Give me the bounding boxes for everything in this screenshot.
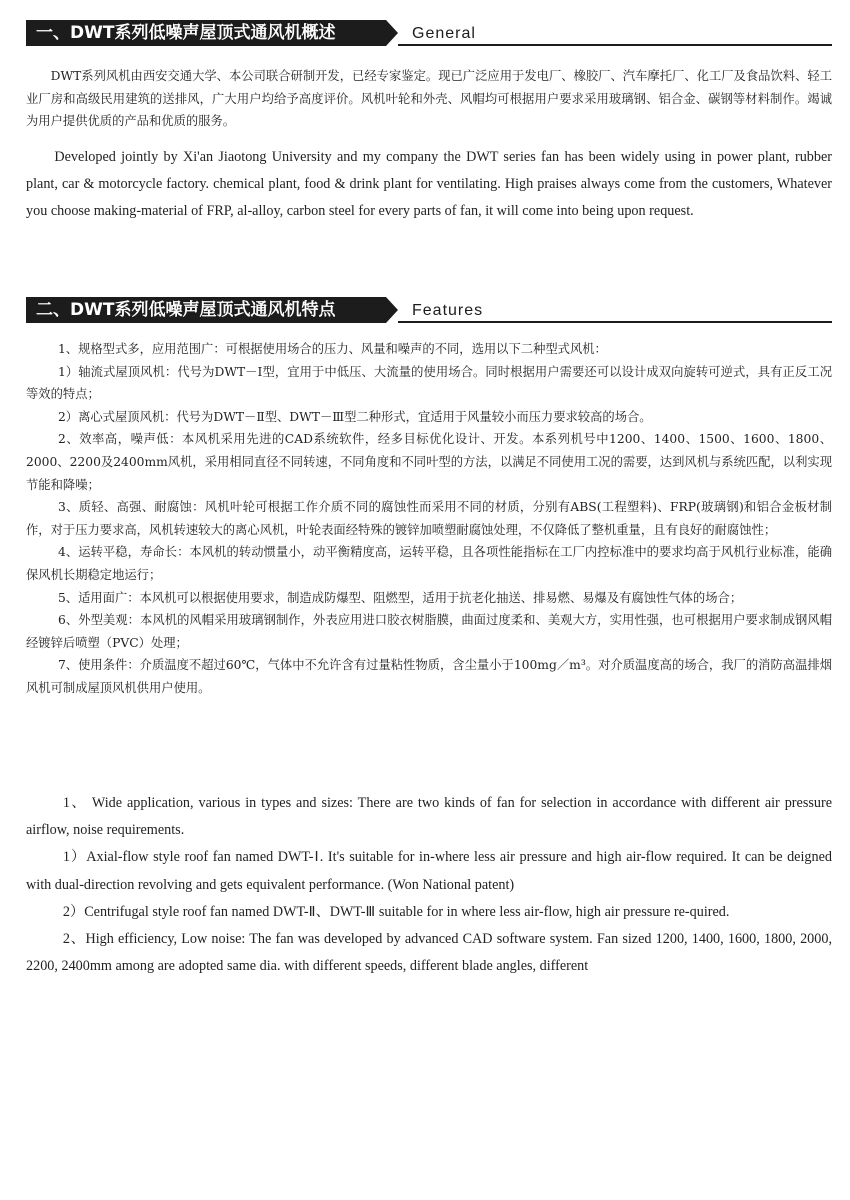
- general-paragraph-cn: DWT系列风机由西安交通大学、本公司联合研制开发，已经专家鉴定。现已广泛应用于发电厂、橡胶厂、汽车摩托厂、化工厂及食品饮料、轻工业厂房和高级民用建筑的送排风，广大用户均给予高度评价。风机叶轮和外壳、风帽均可根据用户要求采用玻璃钢、铝合金、碳钢等材料制作。竭诚为用户提供优质的产品和优质的服务。: [26, 69, 832, 129]
- feature-item-cn: 4、运转平稳，寿命长：本风机的转动惯量小，动平衡精度高，运转平稳，且各项性能指标在工厂内控标准中的要求均高于风机行业标准，能确保风机长期稳定地运行；: [26, 545, 832, 582]
- feature-item-cn: 2）离心式屋顶风机：代号为DWT－Ⅱ型、DWT－Ⅲ型二种形式，宜适用于风量较小而压力要求较高的场合。: [57, 409, 652, 424]
- feature-item-en: 2）Centrifugal style roof fan named DWT-Ⅱ、DWT-Ⅲ suitable for in where less air-flow, high air pressure re-quired.: [62, 903, 730, 920]
- feature-item-cn: 7、使用条件：介质温度不超过60℃，气体中不允许含有过量粘性物质，含尘量小于100mg／m³。对介质温度高的场合，我厂的消防高温排烟风机可制成屋顶风机供用户使用。: [26, 658, 832, 695]
- feature-item-en: 2、High efficiency, Low noise: The fan was developed by advanced CAD software system. Fan sized 1200, 1400, 1600, 1800, 2000, 2200, 2400mm among are adopted same dia. with different speeds, different blade angles, different: [26, 931, 832, 975]
- feature-item-cn: 6、外型美观：本风机的风帽采用玻璃钢制作，外表应用进口胶衣树脂膜，曲面过度柔和、美观大方，实用性强，也可根据用户要求制成钢风帽经镀锌后喷塑（PVC）处理；: [26, 613, 832, 650]
- feature-item-en: 1、 Wide application, various in types and sizes: There are two kinds of fan for selection in accordance with different air pressure airflow, noise requirements.: [26, 795, 832, 839]
- feature-item-cn: 1、规格型式多，应用范围广：可根据使用场合的压力、风量和噪声的不同，选用以下二种型式风机：: [57, 342, 607, 356]
- feature-item-en: 1）Axial-flow style roof fan named DWT-Ⅰ. It's suitable for in-where less air pressure and high air-flow required. It can be deigned with dual-direction revolving and gets equivalent performance. (Won National patent): [26, 849, 832, 893]
- feature-item-cn: 3、质轻、高强、耐腐蚀：风机叶轮可根据工作介质不同的腐蚀性而采用不同的材质，分别有ABS(工程塑料)、FRP(玻璃钢)和铝合金板材制作，对于压力要求高，风机转速较大的离心风机，叶轮表面经特殊的镀锌加喷塑耐腐蚀处理，不仅降低了整机重量，且有良好的耐腐蚀性；: [26, 500, 832, 537]
- header-rule: [398, 321, 832, 323]
- general-paragraph-en: Developed jointly by Xi'an Jiaotong University and my company the DWT series fan has been widely using in power plant, rubber plant, car & motorcycle factory. chemical plant, food & drink plant for ventilating. High praises always come from the customers, Whatever you choose making-material of FRP, al-alloy, carbon steel for every parts of fan, it will come into being upon request.: [26, 149, 832, 220]
- feature-item-cn: 5、适用面广：本风机可以根据使用要求，制造成防爆型、阻燃型，适用于抗老化抽送、排易燃、易爆及有腐蚀性气体的场合；: [57, 590, 743, 605]
- section-title-cn: 二、DWT系列低噪声屋顶式通风机特点: [36, 300, 336, 320]
- section-title-en: General: [412, 25, 476, 42]
- feature-item-cn: 2、效率高，噪声低：本风机采用先进的CAD系统软件，经多目标优化设计、开发。本系列机号中1200、1400、1500、1600、1800、2000、2200及2400mm风机，采用相同直径不同转速，不同角度和不同叶型的方法，以满足不同使用工况的需要，达到风机与系统匹配，以利实现节能和降噪；: [26, 432, 832, 492]
- section-general-header: [26, 20, 832, 46]
- features-list-cn: [26, 338, 832, 700]
- section-title-cn: 一、DWT系列低噪声屋顶式通风机概述: [36, 23, 336, 43]
- features-list-en: [26, 790, 832, 980]
- feature-item-cn: 1）轴流式屋顶风机：代号为DWT－Ⅰ型，宜用于中低压、大流量的使用场合。同时根据用户需要还可以设计成双向旋转可逆式，具有正反工况等效的特点；: [26, 364, 832, 402]
- section-features-header: [26, 297, 832, 323]
- header-rule: [398, 44, 832, 46]
- section-title-en: Features: [412, 302, 484, 319]
